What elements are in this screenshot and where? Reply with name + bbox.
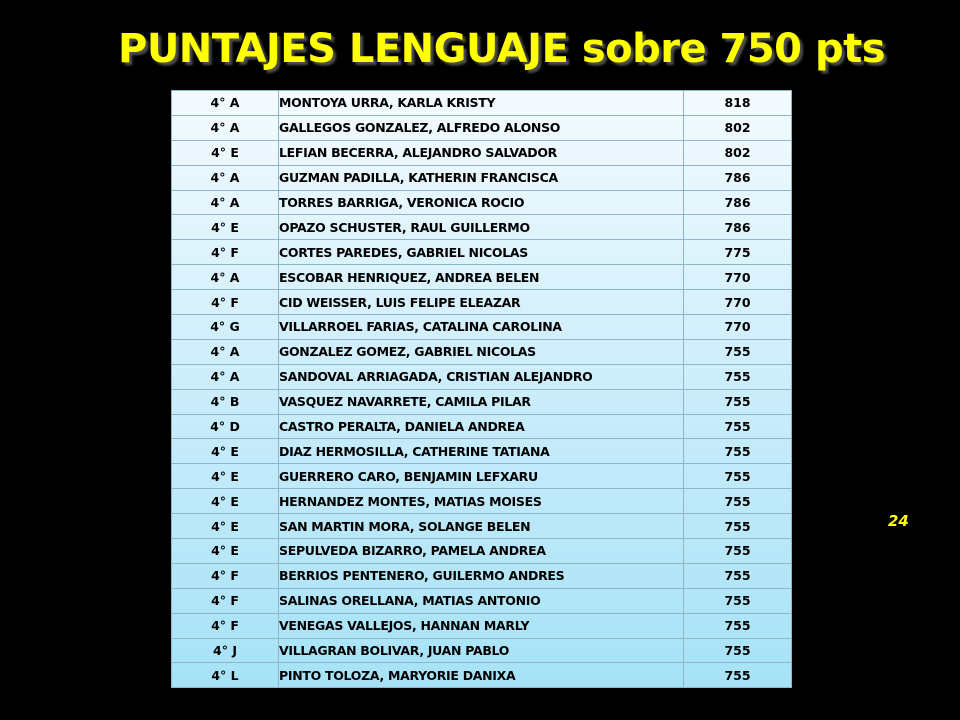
table-row: [172, 663, 792, 688]
course-cell: 4° A: [172, 91, 279, 116]
course-cell: 4° E: [172, 514, 279, 539]
course-cell: 4° D: [172, 414, 279, 439]
name-cell: BERRIOS PENTENERO, GUILERMO ANDRES: [279, 563, 684, 588]
name-cell: GUZMAN PADILLA, KATHERIN FRANCISCA: [279, 165, 684, 190]
course-cell: 4° A: [172, 115, 279, 140]
score-cell: 755: [684, 638, 792, 663]
scores-table-body: [172, 91, 792, 688]
score-cell: 770: [684, 315, 792, 340]
table-row: [172, 364, 792, 389]
name-cell: CORTES PAREDES, GABRIEL NICOLAS: [279, 240, 684, 265]
course-cell: 4° E: [172, 140, 279, 165]
scores-table: [171, 90, 792, 688]
name-cell: GUERRERO CARO, BENJAMIN LEFXARU: [279, 464, 684, 489]
course-cell: 4° B: [172, 389, 279, 414]
table-row: [172, 115, 792, 140]
slide-number: 24: [888, 512, 909, 530]
score-cell: 786: [684, 165, 792, 190]
score-cell: 802: [684, 140, 792, 165]
score-cell: 755: [684, 439, 792, 464]
name-cell: SALINAS ORELLANA, MATIAS ANTONIO: [279, 588, 684, 613]
table-row: [172, 489, 792, 514]
score-cell: 786: [684, 215, 792, 240]
course-cell: 4° E: [172, 215, 279, 240]
course-cell: 4° E: [172, 439, 279, 464]
name-cell: TORRES BARRIGA, VERONICA ROCIO: [279, 190, 684, 215]
table-row: [172, 638, 792, 663]
name-cell: VASQUEZ NAVARRETE, CAMILA PILAR: [279, 389, 684, 414]
course-cell: 4° A: [172, 339, 279, 364]
name-cell: SANDOVAL ARRIAGADA, CRISTIAN ALEJANDRO: [279, 364, 684, 389]
score-cell: 770: [684, 265, 792, 290]
table-row: [172, 339, 792, 364]
course-cell: 4° E: [172, 539, 279, 564]
score-cell: 755: [684, 539, 792, 564]
score-cell: 755: [684, 588, 792, 613]
name-cell: PINTO TOLOZA, MARYORIE DANIXA: [279, 663, 684, 688]
name-cell: VILLARROEL FARIAS, CATALINA CAROLINA: [279, 315, 684, 340]
score-cell: 755: [684, 514, 792, 539]
name-cell: CASTRO PERALTA, DANIELA ANDREA: [279, 414, 684, 439]
course-cell: 4° F: [172, 588, 279, 613]
name-cell: VENEGAS VALLEJOS, HANNAN MARLY: [279, 613, 684, 638]
table-row: [172, 439, 792, 464]
table-row: [172, 464, 792, 489]
table-row: [172, 240, 792, 265]
score-cell: 755: [684, 489, 792, 514]
name-cell: HERNANDEZ MONTES, MATIAS MOISES: [279, 489, 684, 514]
course-cell: 4° A: [172, 364, 279, 389]
table-row: [172, 563, 792, 588]
course-cell: 4° E: [172, 464, 279, 489]
score-cell: 755: [684, 663, 792, 688]
score-cell: 755: [684, 364, 792, 389]
score-cell: 802: [684, 115, 792, 140]
name-cell: MONTOYA URRA, KARLA KRISTY: [279, 91, 684, 116]
name-cell: VILLAGRAN BOLIVAR, JUAN PABLO: [279, 638, 684, 663]
name-cell: GONZALEZ GOMEZ, GABRIEL NICOLAS: [279, 339, 684, 364]
table-row: [172, 190, 792, 215]
table-row: [172, 165, 792, 190]
name-cell: ESCOBAR HENRIQUEZ, ANDREA BELEN: [279, 265, 684, 290]
course-cell: 4° F: [172, 613, 279, 638]
score-cell: 755: [684, 389, 792, 414]
name-cell: OPAZO SCHUSTER, RAUL GUILLERMO: [279, 215, 684, 240]
table-row: [172, 389, 792, 414]
course-cell: 4° G: [172, 315, 279, 340]
score-cell: 755: [684, 414, 792, 439]
table-row: [172, 414, 792, 439]
course-cell: 4° A: [172, 190, 279, 215]
score-cell: 770: [684, 290, 792, 315]
slide-title: PUNTAJES LENGUAJE sobre 750 pts: [118, 26, 885, 72]
course-cell: 4° J: [172, 638, 279, 663]
score-cell: 786: [684, 190, 792, 215]
score-cell: 755: [684, 563, 792, 588]
score-cell: 818: [684, 91, 792, 116]
table-row: [172, 315, 792, 340]
score-cell: 775: [684, 240, 792, 265]
table-row: [172, 140, 792, 165]
table-row: [172, 290, 792, 315]
score-cell: 755: [684, 613, 792, 638]
table-row: [172, 265, 792, 290]
name-cell: SAN MARTIN MORA, SOLANGE BELEN: [279, 514, 684, 539]
course-cell: 4° E: [172, 489, 279, 514]
name-cell: LEFIAN BECERRA, ALEJANDRO SALVADOR: [279, 140, 684, 165]
table-row: [172, 215, 792, 240]
score-cell: 755: [684, 464, 792, 489]
course-cell: 4° F: [172, 563, 279, 588]
table-row: [172, 514, 792, 539]
table-row: [172, 539, 792, 564]
course-cell: 4° A: [172, 165, 279, 190]
course-cell: 4° L: [172, 663, 279, 688]
name-cell: GALLEGOS GONZALEZ, ALFREDO ALONSO: [279, 115, 684, 140]
name-cell: DIAZ HERMOSILLA, CATHERINE TATIANA: [279, 439, 684, 464]
name-cell: SEPULVEDA BIZARRO, PAMELA ANDREA: [279, 539, 684, 564]
table-row: [172, 91, 792, 116]
course-cell: 4° A: [172, 265, 279, 290]
course-cell: 4° F: [172, 240, 279, 265]
course-cell: 4° F: [172, 290, 279, 315]
table-row: [172, 613, 792, 638]
table-row: [172, 588, 792, 613]
score-cell: 755: [684, 339, 792, 364]
name-cell: CID WEISSER, LUIS FELIPE ELEAZAR: [279, 290, 684, 315]
